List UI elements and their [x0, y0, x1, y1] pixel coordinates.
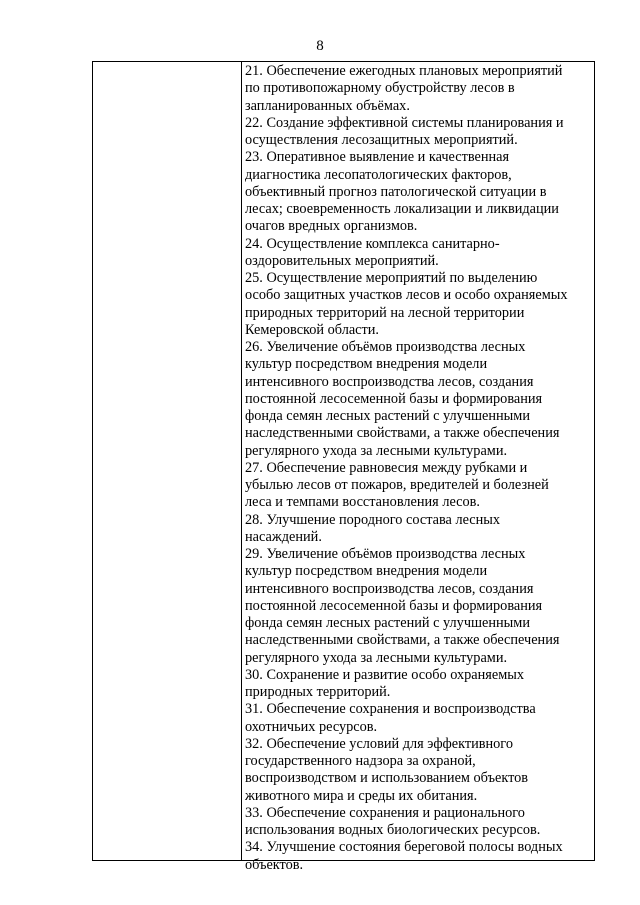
list-item: 22. Создание эффективной системы планирования и осуществления лесозащитных мероприятий. [245, 114, 564, 148]
list-item: 23. Оперативное выявление и качественная диагностика лесопатологических факторов, объективный прогноз патологической ситуации в лесах; своевременность локализации и ликвидации очагов вредных организмов. [245, 149, 559, 235]
list-item: 33. Обеспечение сохранения и рационального использования водных биологических ресурсов. [245, 804, 541, 838]
list-item: 31. Обеспечение сохранения и воспроизводства охотничьих ресурсов. [245, 701, 536, 735]
list-item: 25. Осуществление мероприятий по выделению особо защитных участков лесов и особо охраняемых природных территорий на лесной территории Кемеровской области. [245, 270, 568, 338]
table-right-cell [242, 62, 594, 873]
page-number: 8 [316, 38, 324, 54]
list-item: 34. Улучшение состояния береговой полосы водных объектов. [245, 839, 563, 873]
list-item: 24. Осуществление комплекса санитарно- оздоровительных мероприятий. [245, 235, 500, 269]
list-item: 30. Сохранение и развитие особо охраняемых природных территорий. [245, 666, 525, 700]
list-item: 32. Обеспечение условий для эффективного государственного надзора за охраной, воспроизводством и использованием объектов животного мира и среды их обитания. [245, 735, 529, 804]
document-table [92, 61, 595, 873]
list-item: 28. Улучшение породного состава лесных насаждений. [245, 511, 501, 545]
list-item: 26. Увеличение объёмов производства лесных культур посредством внедрения модели интенсивного воспроизводства лесов, создания постоянной лесосеменной базы и формирования фонда семян лесных растений с улучшенными наследственными свойствами, а также обеспечения регулярного ухода за лесными культурами. [245, 339, 560, 459]
list-item: 27. Обеспечение равновесия между рубками и убылью лесов от пожаров, вредителей и болезней леса и темпами восстановления лесов. [245, 459, 549, 511]
list-item: 21. Обеспечение ежегодных плановых мероприятий по противопожарному обустройству лесов в запланированных объёмах. [245, 63, 563, 114]
table-left-cell-empty [93, 62, 242, 860]
list-item: 29. Увеличение объёмов производства лесных культур посредством внедрения модели интенсивного воспроизводства лесов, создания постоянной лесосеменной базы и формирования фонда семян лесных растений с улучшенными наследственными свойствами, а также обеспечения регулярного ухода за лесными культурами. [245, 546, 560, 666]
